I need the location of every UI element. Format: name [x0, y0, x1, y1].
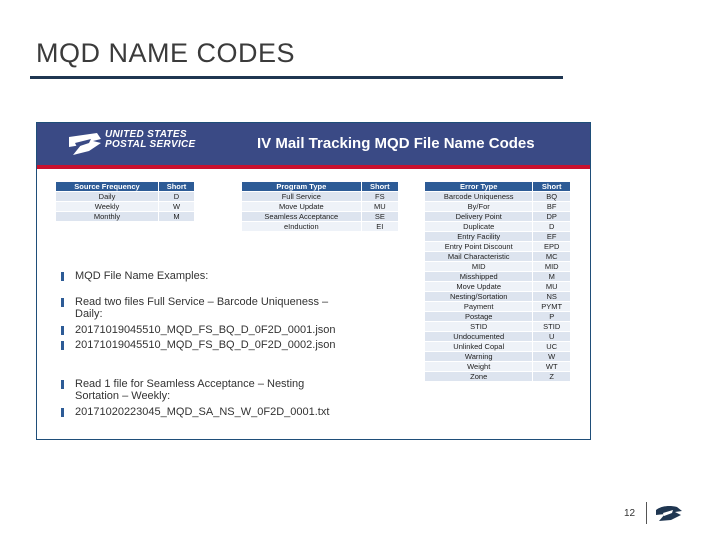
table-cell-code: PYMT — [533, 302, 571, 312]
table-row — [425, 302, 571, 312]
table-cell-name: Misshipped — [425, 272, 533, 282]
table-cell-code: DP — [533, 212, 571, 222]
table-cell-name: Mail Characteristic — [425, 252, 533, 262]
bullet-marker — [61, 341, 64, 350]
table-cell-name: Full Service — [242, 192, 362, 202]
table-cell-name: Zone — [425, 372, 533, 382]
table-cell-code: MU — [533, 282, 571, 292]
table-cell-name: STID — [425, 322, 533, 332]
bullet-text: MQD File Name Examples: — [75, 270, 209, 282]
bullet-marker — [61, 408, 64, 417]
table-cell-name: Entry Point Discount — [425, 242, 533, 252]
bullet-item — [59, 324, 339, 336]
table-row — [425, 262, 571, 272]
footer-divider — [646, 502, 647, 524]
title-underline — [30, 76, 563, 79]
table-row — [425, 272, 571, 282]
table-cell-code: MC — [533, 252, 571, 262]
bullet-text: 20171020223045_MQD_SA_NS_W_0F2D_0001.txt — [75, 406, 330, 418]
table-row — [56, 192, 195, 202]
table-cell-code: M — [533, 272, 571, 282]
bullet-marker — [61, 298, 64, 307]
table-cell-code: P — [533, 312, 571, 322]
bullet-item — [59, 296, 339, 320]
table-row — [425, 252, 571, 262]
usps-line2: POSTAL SERVICE — [105, 139, 196, 150]
table-row — [425, 312, 571, 322]
table-cell-name: Delivery Point — [425, 212, 533, 222]
table-row — [242, 192, 399, 202]
table-cell-name: Move Update — [425, 282, 533, 292]
table-header: Short — [533, 182, 571, 192]
bullet-text: Read two files Full Service – Barcode Uniqueness – Daily: — [75, 296, 329, 320]
table-row — [242, 212, 399, 222]
bullet-marker — [61, 272, 64, 281]
table-row — [56, 202, 195, 212]
table-row — [242, 202, 399, 212]
table-cell-name: Nesting/Sortation — [425, 292, 533, 302]
table-cell-code: EPD — [533, 242, 571, 252]
bullet-item — [59, 406, 339, 418]
table-row — [425, 202, 571, 212]
table-row — [425, 372, 571, 382]
table-row — [425, 192, 571, 202]
table-cell-code: W — [159, 202, 195, 212]
table-row — [425, 292, 571, 302]
table-cell-name: Seamless Acceptance — [242, 212, 362, 222]
table-cell-code: WT — [533, 362, 571, 372]
table-cell-name: Move Update — [242, 202, 362, 212]
usps-eagle-logo-icon — [655, 504, 683, 522]
table-cell-code: BQ — [533, 192, 571, 202]
table-cell-name: Unlinked Copal — [425, 342, 533, 352]
table-cell-name: By/For — [425, 202, 533, 212]
table-cell-name: Entry Facility — [425, 232, 533, 242]
table-cell-name: Weekly — [56, 202, 159, 212]
table-cell-code: U — [533, 332, 571, 342]
table-cell-name: Undocumented — [425, 332, 533, 342]
table-row — [425, 212, 571, 222]
program-type-table — [241, 181, 399, 232]
bullet-item — [59, 378, 339, 402]
table-cell-name: Duplicate — [425, 222, 533, 232]
table-cell-code: STID — [533, 322, 571, 332]
usps-banner — [37, 123, 590, 165]
table-row — [425, 222, 571, 232]
table-header: Source Frequency — [56, 182, 159, 192]
table-cell-code: W — [533, 352, 571, 362]
bullet-text: 20171019045510_MQD_FS_BQ_D_0F2D_0001.json — [75, 324, 336, 336]
table-header: Short — [361, 182, 398, 192]
table-row — [242, 222, 399, 232]
table-cell-code: NS — [533, 292, 571, 302]
table-cell-code: UC — [533, 342, 571, 352]
table-cell-name: Monthly — [56, 212, 159, 222]
usps-eagle-icon — [67, 131, 103, 157]
file-name-examples — [59, 270, 339, 418]
table-cell-name: Payment — [425, 302, 533, 312]
table-cell-code: D — [159, 192, 195, 202]
embedded-image-panel — [36, 122, 591, 440]
table-row — [425, 352, 571, 362]
table-cell-name: Postage — [425, 312, 533, 322]
table-cell-name: Warning — [425, 352, 533, 362]
table-cell-code: D — [533, 222, 571, 232]
banner-red-stripe — [37, 165, 590, 169]
page-number: 12 — [624, 508, 636, 519]
table-row — [425, 362, 571, 372]
source-frequency-table — [55, 181, 195, 222]
table-cell-name: eInduction — [242, 222, 362, 232]
bullet-marker — [61, 326, 64, 335]
table-cell-code: MU — [361, 202, 398, 212]
table-cell-name: MID — [425, 262, 533, 272]
table-row — [425, 232, 571, 242]
error-type-table — [424, 181, 571, 382]
table-row — [425, 332, 571, 342]
table-cell-code: SE — [361, 212, 398, 222]
table-row — [56, 212, 195, 222]
bullet-item — [59, 270, 339, 282]
table-row — [425, 242, 571, 252]
table-cell-code: M — [159, 212, 195, 222]
slide-title: MQD NAME CODES — [36, 38, 296, 68]
table-cell-code: EI — [361, 222, 398, 232]
table-header: Error Type — [425, 182, 533, 192]
table-cell-code: MID — [533, 262, 571, 272]
table-cell-name: Daily — [56, 192, 159, 202]
table-header: Program Type — [242, 182, 362, 192]
table-cell-code: BF — [533, 202, 571, 212]
table-row — [425, 282, 571, 292]
table-row — [425, 342, 571, 352]
table-cell-name: Weight — [425, 362, 533, 372]
banner-title: IV Mail Tracking MQD File Name Codes — [257, 135, 535, 152]
usps-line1: UNITED STATES — [105, 129, 187, 140]
bullet-text: Read 1 file for Seamless Acceptance – Nesting Sortation – Weekly: — [75, 378, 305, 402]
table-cell-code: EF — [533, 232, 571, 242]
table-cell-code: Z — [533, 372, 571, 382]
table-cell-name: Barcode Uniqueness — [425, 192, 533, 202]
usps-wordmark — [105, 130, 196, 150]
table-header: Short — [159, 182, 195, 192]
bullet-text: 20171019045510_MQD_FS_BQ_D_0F2D_0002.json — [75, 339, 336, 351]
bullet-marker — [61, 380, 64, 389]
table-row — [425, 322, 571, 332]
table-cell-code: FS — [361, 192, 398, 202]
bullet-item — [59, 339, 339, 351]
